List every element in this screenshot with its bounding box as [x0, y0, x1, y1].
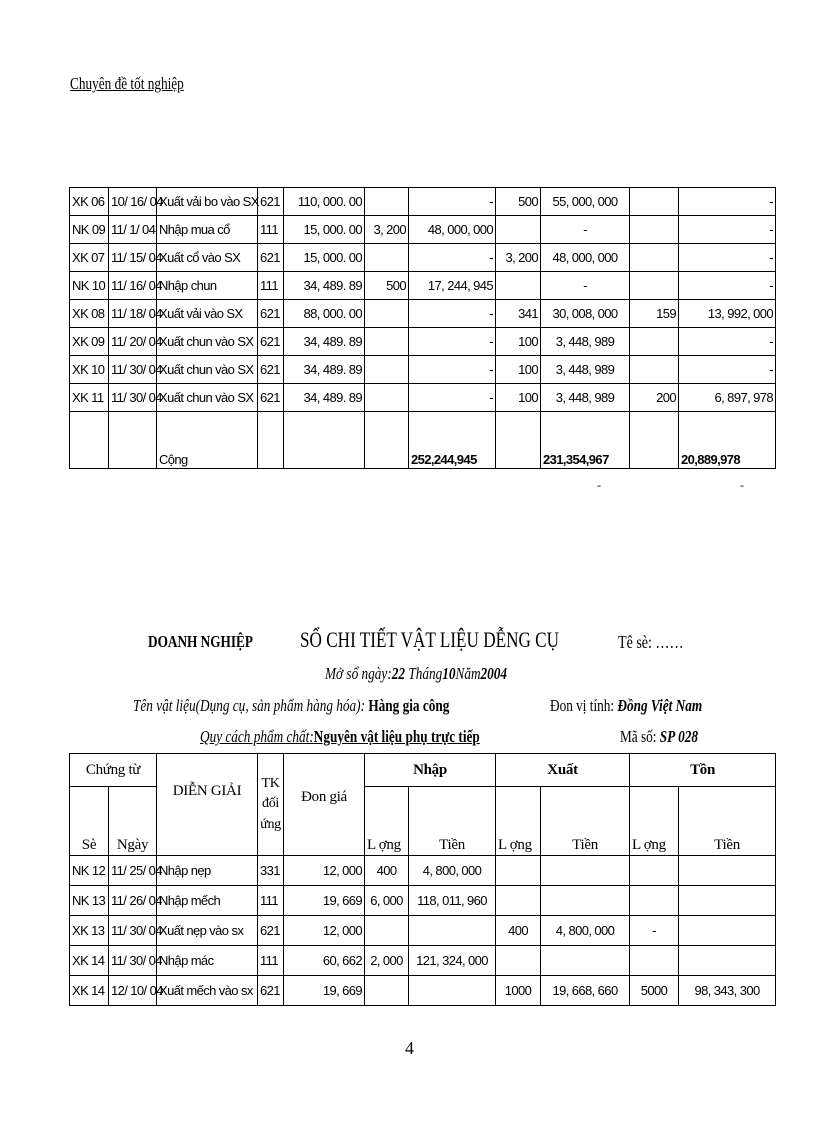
table-row — [70, 216, 776, 244]
table-cell: 121, 324, 000 — [409, 946, 496, 976]
spec-line: Quy cách phẩm chất:Nguyên vật liệu phụ trực tiếp — [200, 727, 480, 746]
table-cell — [630, 356, 679, 384]
table-row — [70, 946, 776, 976]
table-cell — [365, 916, 409, 946]
table-cell: 4, 800, 000 — [541, 916, 630, 946]
table-cell: NK 13 — [70, 886, 109, 916]
table-cell: 48, 000, 000 — [409, 216, 496, 244]
table-cell — [630, 886, 679, 916]
table-row — [70, 300, 776, 328]
table-cell — [679, 946, 776, 976]
table-cell — [365, 976, 409, 1006]
table-cell — [365, 328, 409, 356]
table-cell: 621 — [258, 244, 284, 272]
table-cell: 11/ 30/ 04 — [109, 384, 157, 412]
table-cell — [365, 244, 409, 272]
table-cell: 100 — [496, 356, 541, 384]
table-cell: - — [679, 188, 776, 216]
table-cell — [496, 856, 541, 886]
table-cell: XK 14 — [70, 976, 109, 1006]
table-cell: 98, 343, 300 — [679, 976, 776, 1006]
table-cell: Nhập mua cổ — [157, 216, 258, 244]
table-cell: Nhập mếch — [157, 886, 258, 916]
table-cell: - — [541, 216, 630, 244]
table-cell — [365, 384, 409, 412]
header-row-1: Chứng từ DIỄN GIẢI TK đối ứng Đon giá Nhập Xuất Tồn — [70, 754, 776, 787]
table-cell: 60, 662 — [284, 946, 365, 976]
table-cell: 11/ 30/ 04 — [109, 356, 157, 384]
table-cell: - — [541, 272, 630, 300]
table-cell — [541, 856, 630, 886]
table-cell — [496, 886, 541, 916]
table-cell: 3, 448, 989 — [541, 384, 630, 412]
table-cell: 500 — [496, 188, 541, 216]
table-cell: 12/ 10/ 04 — [109, 976, 157, 1006]
table-cell: 3, 448, 989 — [541, 356, 630, 384]
header-row-2: Sè Ngày L ợng Tiền L ợng Tiền L ợng Tiền — [70, 787, 776, 856]
table-cell: - — [409, 328, 496, 356]
table-cell: XK 06 — [70, 188, 109, 216]
table-cell: 621 — [258, 916, 284, 946]
table-cell: Xuất chun vào SX — [157, 356, 258, 384]
table-cell — [409, 916, 496, 946]
sheet-number: Tê sè: …… — [618, 632, 684, 652]
table-cell: - — [409, 188, 496, 216]
table-cell: NK 10 — [70, 272, 109, 300]
table-cell — [679, 886, 776, 916]
table-cell: 500 — [365, 272, 409, 300]
table-cell: 621 — [258, 188, 284, 216]
table-cell: Xuất nẹp vào sx — [157, 916, 258, 946]
table-cell: - — [409, 384, 496, 412]
table-cell — [541, 886, 630, 916]
table-cell: 11/ 30/ 04 — [109, 916, 157, 946]
opened-date: Mở sổ ngày:22 Tháng10Năm2004 — [325, 664, 508, 683]
document-header: Chuyên đề tốt nghiệp — [70, 74, 184, 93]
table-cell — [630, 188, 679, 216]
page-number: 4 — [405, 1038, 414, 1058]
table-cell: 11/ 16/ 04 — [109, 272, 157, 300]
table-cell — [630, 946, 679, 976]
table-cell: 621 — [258, 356, 284, 384]
table-row — [70, 356, 776, 384]
table-cell: 400 — [496, 916, 541, 946]
table-row — [70, 272, 776, 300]
table-cell: 30, 008, 000 — [541, 300, 630, 328]
table-row — [70, 328, 776, 356]
code-line: Mã số: SP 028 — [620, 727, 698, 746]
material-line: Tên vật liệu(Dụng cụ, sản phẩm hàng hóa): Hàng gia công — [133, 696, 450, 715]
table-cell: 100 — [496, 384, 541, 412]
table-cell — [365, 356, 409, 384]
table-cell: Xuất vải bo vào SX — [157, 188, 258, 216]
table-cell: XK 13 — [70, 916, 109, 946]
table-cell: 10/ 16/ 04 — [109, 188, 157, 216]
table-cell: XK 07 — [70, 244, 109, 272]
table-cell: 88, 000. 00 — [284, 300, 365, 328]
table-cell: 3, 200 — [496, 244, 541, 272]
table-cell: 11/ 20/ 04 — [109, 328, 157, 356]
table-cell: - — [409, 244, 496, 272]
table-cell: 34, 489. 89 — [284, 384, 365, 412]
table-cell: 341 — [496, 300, 541, 328]
table-cell — [365, 300, 409, 328]
table-cell: 400 — [365, 856, 409, 886]
table-cell: 6, 897, 978 — [679, 384, 776, 412]
table-cell: 17, 244, 945 — [409, 272, 496, 300]
table-cell: 111 — [258, 946, 284, 976]
table-cell: XK 14 — [70, 946, 109, 976]
table-cell: 1000 — [496, 976, 541, 1006]
table-cell: 111 — [258, 216, 284, 244]
table-cell: Xuất chun vào SX — [157, 328, 258, 356]
table-cell: 55, 000, 000 — [541, 188, 630, 216]
table-cell — [630, 244, 679, 272]
table-cell: 111 — [258, 272, 284, 300]
table-cell: 5000 — [630, 976, 679, 1006]
table-cell — [496, 272, 541, 300]
total-row: Cộng 252,244,945 231,354,967 20,889,978 — [70, 412, 776, 469]
table-cell: 621 — [258, 328, 284, 356]
table-cell: 200 — [630, 384, 679, 412]
ledger-title: SỔ CHI TIẾT VẬT LIỆU DỄNG CỤ — [300, 627, 559, 652]
table-cell: 15, 000. 00 — [284, 216, 365, 244]
table-row — [70, 886, 776, 916]
table-cell: 19, 669 — [284, 886, 365, 916]
table-cell: Nhập mác — [157, 946, 258, 976]
table-cell: 110, 000. 00 — [284, 188, 365, 216]
table-cell — [679, 916, 776, 946]
table-row — [70, 856, 776, 886]
table-cell: Nhập nẹp — [157, 856, 258, 886]
table-cell: XK 11 — [70, 384, 109, 412]
ledger-table-continued — [69, 187, 776, 469]
table-cell — [496, 946, 541, 976]
table-row — [70, 244, 776, 272]
table-cell: XK 09 — [70, 328, 109, 356]
table-cell: 6, 000 — [365, 886, 409, 916]
table-cell: 11/ 26/ 04 — [109, 886, 157, 916]
trailing-dash: - — [740, 478, 744, 492]
table-row — [70, 916, 776, 946]
table-cell: 11/ 25/ 04 — [109, 856, 157, 886]
table-cell: XK 08 — [70, 300, 109, 328]
table-cell: 11/ 30/ 04 — [109, 946, 157, 976]
company-label: DOANH NGHIỆP — [148, 632, 253, 651]
table-cell: Nhập chun — [157, 272, 258, 300]
table-cell: 3, 200 — [365, 216, 409, 244]
table-cell: 100 — [496, 328, 541, 356]
table-cell: 111 — [258, 886, 284, 916]
table-cell — [630, 216, 679, 244]
table-cell: 621 — [258, 384, 284, 412]
table-row — [70, 976, 776, 1006]
table-cell: 11/ 18/ 04 — [109, 300, 157, 328]
table-cell: 118, 011, 960 — [409, 886, 496, 916]
table-cell: 12, 000 — [284, 856, 365, 886]
table-cell — [630, 856, 679, 886]
table-cell — [679, 856, 776, 886]
table-cell: - — [679, 356, 776, 384]
table-cell: 11/ 15/ 04 — [109, 244, 157, 272]
table-cell: 3, 448, 989 — [541, 328, 630, 356]
table-cell: 159 — [630, 300, 679, 328]
table-cell: 13, 992, 000 — [679, 300, 776, 328]
table-cell: 19, 669 — [284, 976, 365, 1006]
table-cell: 19, 668, 660 — [541, 976, 630, 1006]
table-cell: - — [679, 328, 776, 356]
table-cell: 4, 800, 000 — [409, 856, 496, 886]
table-cell: 621 — [258, 300, 284, 328]
table-cell — [630, 328, 679, 356]
table-cell — [496, 216, 541, 244]
table-row — [70, 188, 776, 216]
material-ledger-table — [69, 753, 776, 1006]
table-cell: - — [679, 216, 776, 244]
table-cell: Xuất mếch vào sx — [157, 976, 258, 1006]
table-cell: 12, 000 — [284, 916, 365, 946]
table-cell: XK 10 — [70, 356, 109, 384]
table-cell: - — [630, 916, 679, 946]
table-cell: - — [679, 244, 776, 272]
table-cell: Xuất cổ vào SX — [157, 244, 258, 272]
table-cell: NK 09 — [70, 216, 109, 244]
table-cell: 34, 489. 89 — [284, 356, 365, 384]
table-cell: 621 — [258, 976, 284, 1006]
table-cell: Xuất chun vào SX — [157, 384, 258, 412]
table-cell: 11/ 1/ 04 — [109, 216, 157, 244]
table-cell: 48, 000, 000 — [541, 244, 630, 272]
table-cell: NK 12 — [70, 856, 109, 886]
table-cell: 331 — [258, 856, 284, 886]
table-cell: - — [409, 356, 496, 384]
table-cell: 15, 000. 00 — [284, 244, 365, 272]
table-cell: 34, 489. 89 — [284, 272, 365, 300]
table-cell: 2, 000 — [365, 946, 409, 976]
table-cell — [409, 976, 496, 1006]
table-cell — [541, 946, 630, 976]
table-cell — [365, 188, 409, 216]
table-cell: 34, 489. 89 — [284, 328, 365, 356]
unit-line: Đon vị tính: Đồng Việt Nam — [550, 696, 703, 715]
table-cell: - — [679, 272, 776, 300]
table-cell: - — [409, 300, 496, 328]
table-cell — [630, 272, 679, 300]
trailing-dash: - — [597, 478, 601, 492]
table-row — [70, 384, 776, 412]
table-cell: Xuất vải vào SX — [157, 300, 258, 328]
